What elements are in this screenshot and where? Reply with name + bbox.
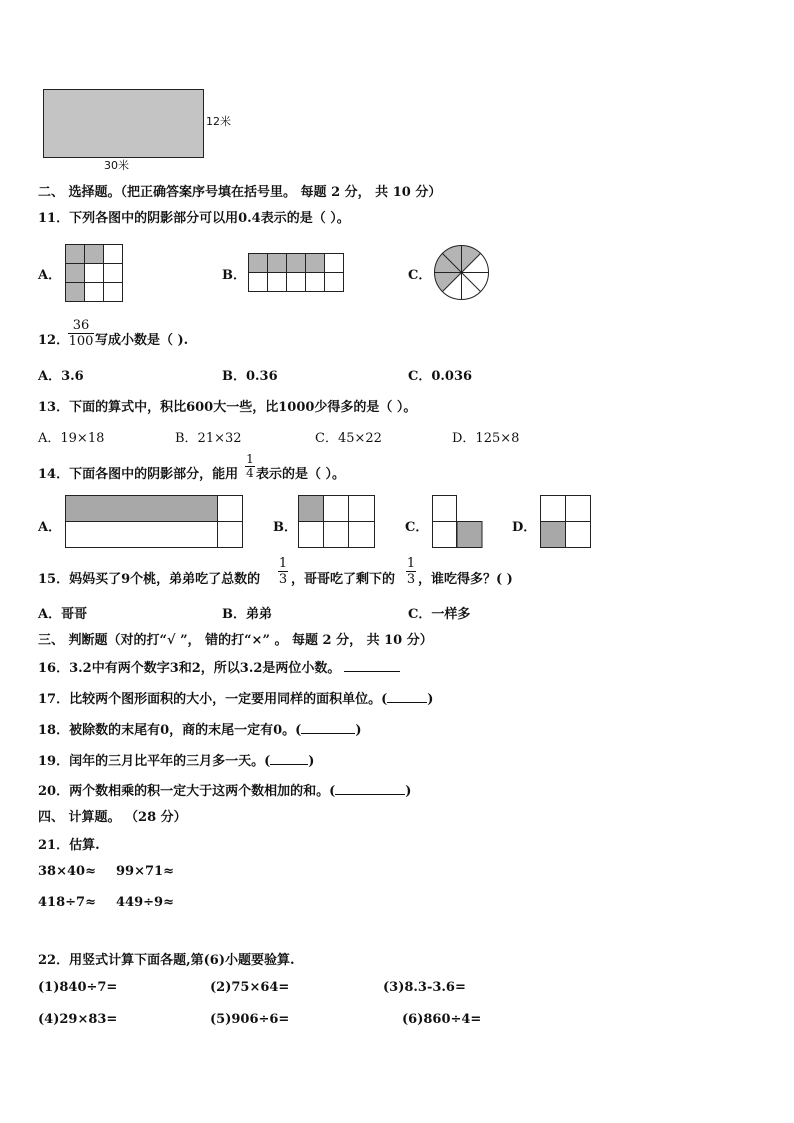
q15-head: 15．妈妈买了9个桃，弟弟吃了总数的 xyxy=(38,572,261,587)
q22-item-1: (1)840÷7= xyxy=(38,980,118,995)
q15-mid: ，哥哥吃了剩下的 xyxy=(291,572,396,587)
q17-close-paren: ) xyxy=(427,692,434,707)
q15-fraction-2-numerator: 1 xyxy=(406,556,416,571)
q15-option-a: A．哥哥 xyxy=(38,607,88,622)
q14-option-c: C． xyxy=(405,520,429,535)
q17-text: 17．比较两个图形面积的大小，一定要用同样的面积单位。( xyxy=(38,692,388,707)
q12-option-b: B．0.36 xyxy=(222,369,278,384)
section-2-heading: 二、 选择题。（把正确答案序号填在括号里。 每题 2 分， 共 10 分） xyxy=(38,185,442,200)
section-4-heading: 四、 计算题。 （28 分） xyxy=(38,810,187,825)
q19 xyxy=(38,750,314,769)
q21-item-3: 418÷7≈ xyxy=(38,895,96,910)
q14-fraction xyxy=(245,453,255,480)
q13-stem: 13．下面的算式中，积比600大一些，比1000少得多的是（ ）。 xyxy=(38,400,417,415)
q19-answer-blank[interactable] xyxy=(270,752,308,765)
q13-option-d: D．125×8 xyxy=(452,431,520,446)
q12-fraction xyxy=(68,318,94,349)
q18 xyxy=(38,719,362,738)
q20-answer-blank[interactable] xyxy=(335,782,405,795)
q15-fraction-1-numerator: 1 xyxy=(278,556,288,571)
q18-answer-blank[interactable] xyxy=(301,721,355,734)
q22-item-4: (4)29×83= xyxy=(38,1012,118,1027)
q16-answer-blank[interactable] xyxy=(344,659,400,672)
q13-option-a: A．19×18 xyxy=(38,431,105,446)
rectangle-height-label: 12米 xyxy=(206,115,231,128)
q19-close-paren: ) xyxy=(308,754,315,769)
q15-option-c: C．一样多 xyxy=(408,607,471,622)
rectangle-width-label: 30米 xyxy=(104,159,129,172)
q20 xyxy=(38,780,411,799)
q15-fraction-2-denominator: 3 xyxy=(406,572,416,587)
q20-text: 20．两个数相乘的积一定大于这两个数相加的和。( xyxy=(38,784,336,799)
q16 xyxy=(38,657,400,676)
q11-stem: 11．下列各图中的阴影部分可以用0.4表示的是（ ）。 xyxy=(38,211,350,226)
q15-option-b: B．弟弟 xyxy=(222,607,272,622)
q14-tail: 表示的是（ ）。 xyxy=(256,467,346,482)
rectangle-figure xyxy=(43,89,205,159)
q11-figure-b xyxy=(248,253,344,293)
q11-figure-c xyxy=(433,244,490,301)
section-3-heading: 三、 判断题（对的打“√ ”， 错的打“×” 。 每题 2 分， 共 10 分） xyxy=(38,633,433,648)
q16-text: 16．3.2中有两个数字3和2，所以3.2是两位小数。 xyxy=(38,661,341,676)
q12-fraction-denominator: 100 xyxy=(68,334,94,349)
q11-option-c: C． xyxy=(408,268,432,283)
q14-figure-c xyxy=(432,495,484,549)
q15-fraction-2 xyxy=(406,556,416,587)
q14-fraction-denominator: 4 xyxy=(246,466,254,480)
q17 xyxy=(38,688,433,707)
q22-item-2: (2)75×64= xyxy=(210,980,290,995)
q19-text: 19．闰年的三月比平年的三月多一天。( xyxy=(38,754,271,769)
q12-option-c: C．0.036 xyxy=(408,369,473,384)
q21-item-2: 99×71≈ xyxy=(116,864,174,879)
q14-figure-d xyxy=(540,495,592,549)
q15-fraction-1-denominator: 3 xyxy=(278,572,288,587)
q12-tail: 写成小数是（ ). xyxy=(95,333,189,348)
q22-item-3: (3)8.3-3.6= xyxy=(383,980,466,995)
q11-option-a: A． xyxy=(38,268,62,283)
q22-item-6: (6)860÷4= xyxy=(402,1012,482,1027)
q14-fraction-numerator: 1 xyxy=(246,452,254,466)
q21-item-1: 38×40≈ xyxy=(38,864,96,879)
q21-stem: 21．估算. xyxy=(38,838,100,853)
q13-option-b: B．21×32 xyxy=(175,431,242,446)
q11-option-b: B． xyxy=(222,268,246,283)
q18-text: 18．被除数的末尾有0，商的末尾一定有0。( xyxy=(38,723,302,738)
q14-option-a: A． xyxy=(38,520,62,535)
q22-item-5: (5)906÷6= xyxy=(210,1012,290,1027)
q14-figure-a xyxy=(65,495,243,549)
q12-option-a: A．3.6 xyxy=(38,369,84,384)
q14-option-d: D． xyxy=(512,520,537,535)
q22-stem: 22．用竖式计算下面各题,第(6)小题要验算. xyxy=(38,953,295,968)
q18-close-paren: ) xyxy=(355,723,362,738)
q11-figure-a xyxy=(65,244,123,302)
q20-close-paren: ) xyxy=(405,784,412,799)
q14-head: 14．下面各图中的阴影部分，能用 xyxy=(38,467,239,482)
q17-answer-blank[interactable] xyxy=(387,690,427,703)
q14-figure-b xyxy=(298,495,375,549)
q13-option-c: C．45×22 xyxy=(315,431,382,446)
q14-option-b: B． xyxy=(273,520,297,535)
q15-fraction-1 xyxy=(278,556,288,587)
q21-item-4: 449÷9≈ xyxy=(116,895,174,910)
q15-tail: ，谁吃得多？( ) xyxy=(418,572,513,587)
q12-number: 12． xyxy=(38,333,70,348)
q12-fraction-numerator: 36 xyxy=(72,318,90,333)
